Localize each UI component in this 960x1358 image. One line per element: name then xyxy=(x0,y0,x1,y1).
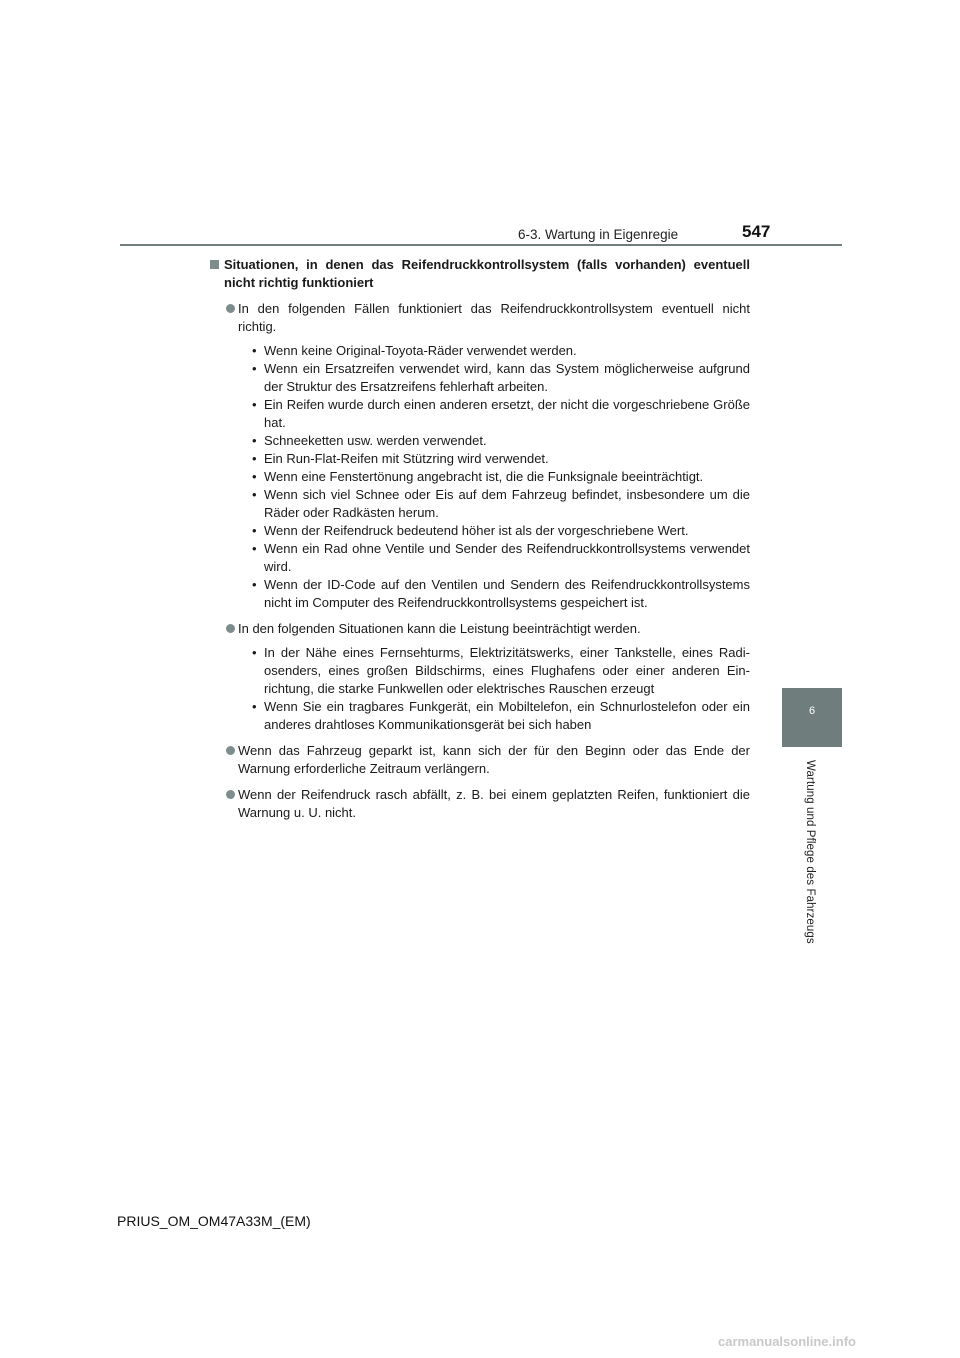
note-text: In den folgenden Situationen kann die Leistung beeinträchtigt werden. xyxy=(238,621,641,636)
list-item: • Wenn der ID-Code auf den Ventilen und Sendern des Reifendruckkontrollsystems nicht im Computer des Reifendruckkontrollsystems gespeichert ist. xyxy=(252,576,750,612)
circle-bullet-icon xyxy=(226,624,235,633)
header-divider xyxy=(120,244,842,246)
bullet-list xyxy=(238,644,750,734)
note-text: In den folgenden Fällen funktioniert das Reifendruckkontrollsystem eventuell nicht richtig. xyxy=(238,301,750,334)
note-block xyxy=(210,742,750,778)
header-section-title: 6-3. Wartung in Eigenregie xyxy=(518,227,679,242)
chapter-tab-label: Wartung und Pflege des Fahrzeugs xyxy=(804,760,816,944)
circle-bullet-icon xyxy=(226,304,235,313)
note-block xyxy=(210,620,750,734)
square-bullet-icon xyxy=(210,260,219,269)
list-item: • In der Nähe eines Fernsehturms, Elektrizitätswerks, einer Tankstelle, eines Radiosenders, eines großen Bildschirms, eines Flughafens oder einer anderen Einrichtung, die starke Funkwellen oder elektrisches Rauschen erzeugt xyxy=(252,644,750,698)
list-item: • Ein Run-Flat-Reifen mit Stützring wird verwendet. xyxy=(252,450,750,468)
note-text: Wenn der Reifendruck rasch abfällt, z. B. bei einem geplatzten Reifen, funktioniert die Warnung u. U. nicht. xyxy=(238,787,750,820)
note-text: Wenn das Fahrzeug geparkt ist, kann sich der für den Beginn oder das Ende der Warnung erforderliche Zeitraum verlängern. xyxy=(238,743,750,776)
watermark: carmanualsonline.info xyxy=(718,1334,856,1349)
bullet-list xyxy=(238,342,750,612)
note-block xyxy=(210,300,750,612)
note-block xyxy=(210,786,750,822)
list-item: • Wenn eine Fenstertönung angebracht ist, die die Funksignale beeinträchtigt. xyxy=(252,468,750,486)
list-item: • Wenn Sie ein tragbares Funkgerät, ein Mobiltelefon, ein Schnurlostelefon oder ein anderes drahtloses Kommunikationsgerät bei sich haben xyxy=(252,698,750,734)
note-blocks xyxy=(210,300,750,822)
circle-bullet-icon xyxy=(226,746,235,755)
list-item: • Wenn ein Ersatzreifen verwendet wird, kann das System möglicherweise aufgrund der Struktur des Ersatzreifens fehlerhaft arbeiten. xyxy=(252,360,750,396)
list-item: • Wenn der Reifendruck bedeutend höher ist als der vorgeschriebene Wert. xyxy=(252,522,750,540)
section-heading xyxy=(210,256,750,292)
page-content xyxy=(210,256,750,830)
list-item: • Wenn sich viel Schnee oder Eis auf dem Fahrzeug befindet, insbesondere um die Räder oder Radkästen herum. xyxy=(252,486,750,522)
list-item: • Ein Reifen wurde durch einen anderen ersetzt, der nicht die vorgeschriebene Größe hat. xyxy=(252,396,750,432)
page-number: 547 xyxy=(742,222,771,241)
list-item: • Wenn ein Rad ohne Ventile und Sender des Reifendruckkontrollsystems verwendet wird. xyxy=(252,540,750,576)
list-item: • Wenn keine Original-Toyota-Räder verwendet werden. xyxy=(252,342,750,360)
chapter-tab-number: 6 xyxy=(808,705,816,717)
document-code: PRIUS_OM_OM47A33M_(EM) xyxy=(117,1213,311,1229)
circle-bullet-icon xyxy=(226,790,235,799)
chapter-tab xyxy=(782,688,842,747)
section-heading-text: Situationen, in denen das Reifendruckkontrollsystem (falls vorhanden) eventuell nicht richtig funktioniert xyxy=(224,257,750,290)
list-item: • Schneeketten usw. werden verwendet. xyxy=(252,432,750,450)
